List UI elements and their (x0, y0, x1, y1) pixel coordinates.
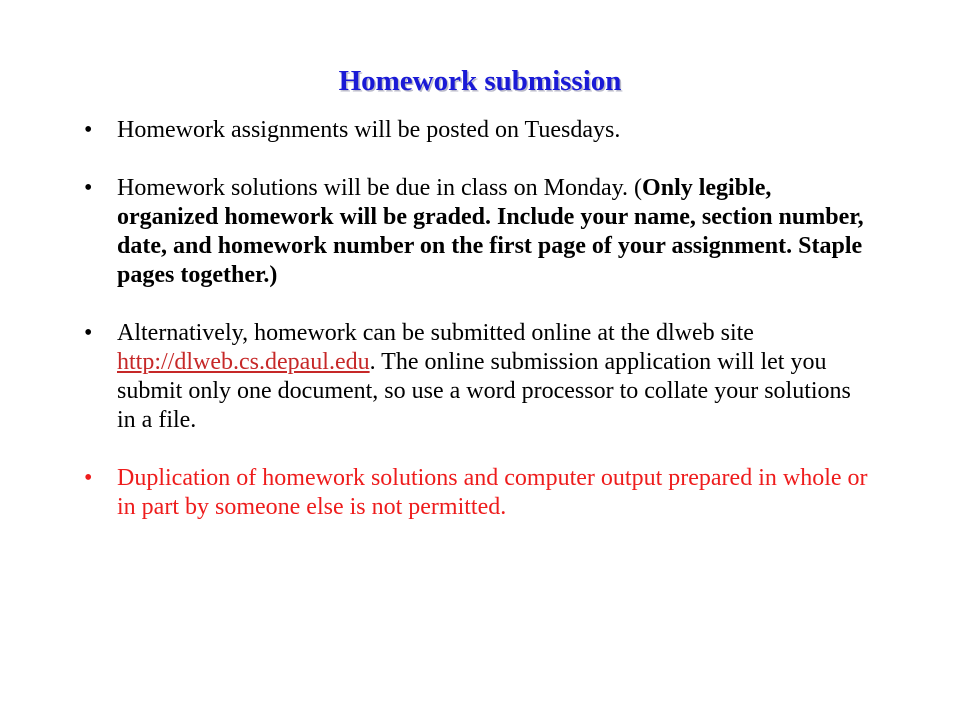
bullet-item-online (80, 319, 870, 435)
bullet-item-due (80, 174, 870, 290)
slide-title: Homework submission (338, 65, 622, 97)
bullet-icon: • (84, 465, 93, 491)
bullet-icon: • (84, 175, 93, 201)
bullet-icon: • (84, 320, 93, 346)
bullet-list (80, 116, 870, 551)
bullet-text: Duplication of homework solutions and computer output prepared in whole or in part by someone else is not permitted. (117, 465, 868, 520)
bullet-text: Alternatively, homework can be submitted online at the dlweb site (117, 320, 754, 346)
bullet-text: Homework solutions will be due in class on Monday. ( (117, 175, 643, 201)
bullet-icon: • (84, 117, 93, 143)
bullet-text-after: . The online submission application will let you submit only one document, so use a word processor to collate your solutions in a file. (117, 349, 851, 433)
bullet-bold-text: Only legible, organized homework will be graded. Include your name, section number, date, and homework number on the first page of your assignment. Staple pages together.) (117, 175, 864, 288)
bullet-text: Homework assignments will be posted on Tuesdays. (117, 117, 621, 143)
dlweb-link[interactable]: http://dlweb.cs.depaul.edu (117, 349, 370, 375)
bullet-item-duplication (80, 464, 870, 522)
bullet-item-posting (80, 116, 870, 145)
